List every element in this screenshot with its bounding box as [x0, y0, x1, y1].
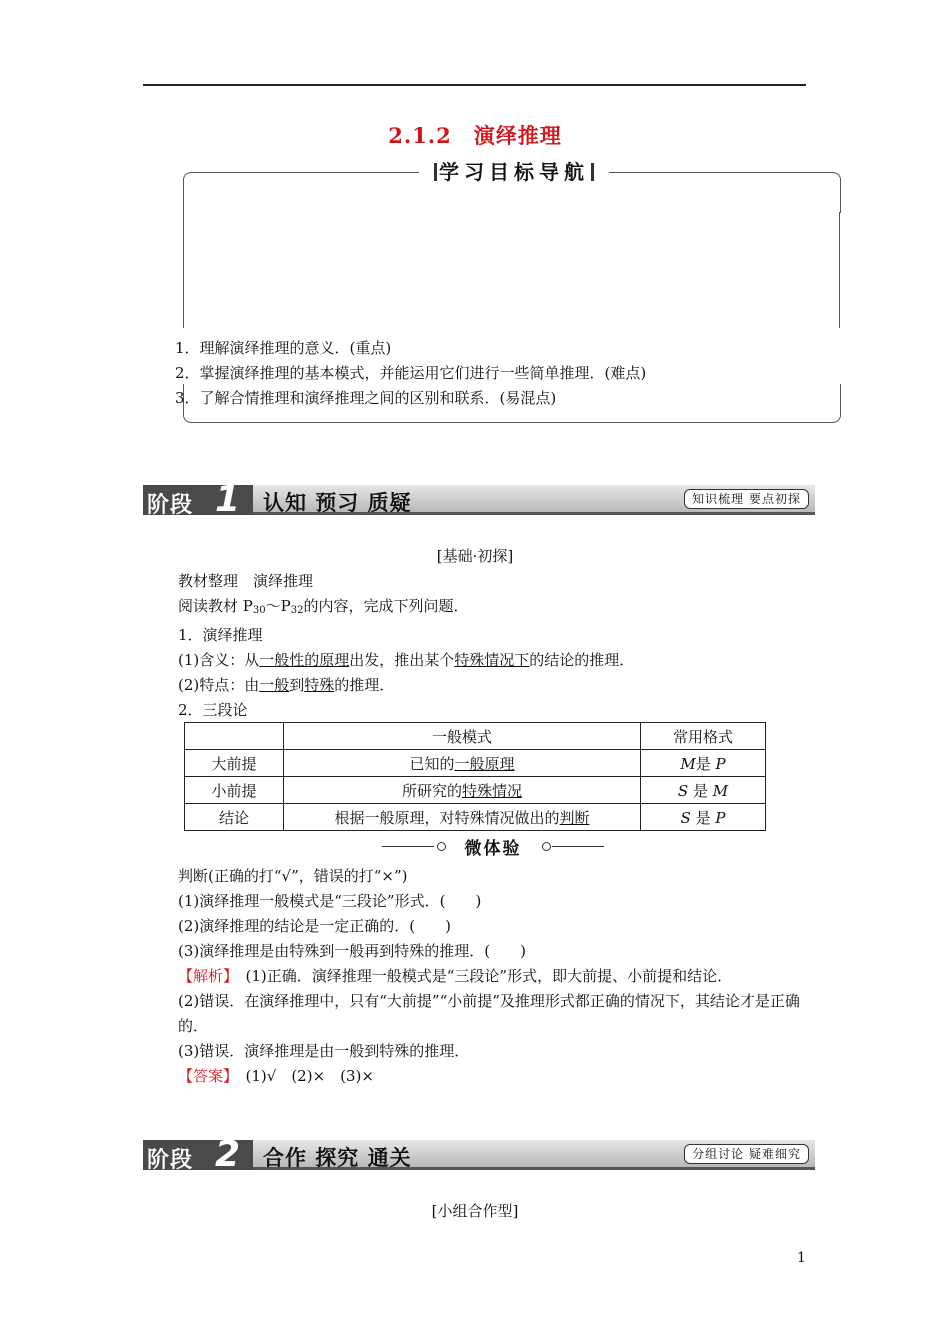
feature-line: (2)特点：由一般到特殊的推理．: [178, 676, 395, 694]
goal-item: 3．了解合情推理和演绎推理之间的区别和联系．(易混点): [175, 389, 557, 407]
table-row: 大前提 已知的一般原理 M是 P: [185, 750, 766, 777]
analysis-section: 【解析】 (1)正确．演绎推理一般模式是“三段论”形式，即大前提、小前提和结论． (2)错误．在演绎推理中，只有“大前提”“小前提”及推理形式都正确的情况下，其结论才是正确的． (3)错误．演绎推理是由一般到特殊的推理． 【答案】 (1)√ (2)× (3)×: [146, 964, 808, 1089]
answer-tag: 【答案】: [178, 1067, 231, 1085]
syllogism-table: [184, 722, 766, 831]
stage-2-banner: 阶段 2 合作 探究 通关 分组讨论 疑难细究: [143, 1140, 815, 1170]
stage-1-badge: 知识梳理 要点初探: [684, 489, 809, 509]
reading-instruction: 阅读教材 $P_{30}\sim P_{32}$的内容，完成下列问题．: [178, 597, 469, 616]
stage-2-badge: 分组讨论 疑难细究: [684, 1144, 809, 1164]
definition-line: (1)含义：从一般性的原理出发，推出某个特殊情况下的结论的推理．: [178, 651, 635, 669]
analysis-tag: 【解析】: [178, 967, 231, 985]
top-rule: [143, 84, 806, 86]
learning-goals-list: [175, 336, 646, 411]
group-label: [小组合作型]: [431, 1202, 519, 1220]
page-number: 1: [797, 1250, 806, 1266]
goal-item: 1．理解演绎推理的意义．(重点): [175, 339, 392, 357]
basics-content: 教材整理 演绎推理 阅读教材 $P_{30}\sim P_{32}$的内容，完成下列问题． 1．演绎推理 (1)含义：从一般性的原理出发，推出某个特殊情况下的结论的推理． (2)特点：由一般到特殊的推理． 2．三段论: [178, 572, 635, 719]
learning-goals-heading: 学习目标导航: [419, 158, 609, 186]
stage-2-title: 合作 探究 通关: [263, 1146, 412, 1170]
page-title: 2.1.2 演绎推理: [388, 123, 562, 148]
stage-1-banner: 阶段 1 认知 预习 质疑 知识梳理 要点初探: [143, 485, 815, 515]
question-item: (1)演绎推理一般模式是“三段论”形式．( ): [178, 892, 482, 910]
basics-label: [基础·初探]: [436, 547, 514, 565]
stage-1-title: 认知 预习 质疑: [263, 491, 412, 515]
table-row: 结论 根据一般原理，对特殊情况做出的判断 S 是 P: [185, 804, 766, 831]
question-item: (3)演绎推理是由特殊到一般再到特殊的推理．( ): [178, 942, 526, 960]
question-item: (2)演绎推理的结论是一定正确的．( ): [178, 917, 451, 935]
goal-item: 2．掌握演绎推理的基本模式，并能运用它们进行一些简单推理．(难点): [175, 364, 647, 382]
table-row: 小前提 所研究的特殊情况 S 是 M: [185, 777, 766, 804]
judgement-questions: 判断(正确的打“√”，错误的打“×”) (1)演绎推理一般模式是“三段论”形式．( ) (2)演绎推理的结论是一定正确的．( ) (3)演绎推理是由特殊到一般再到特殊的推理．( ): [178, 864, 526, 964]
micro-experience-divider: 微体验: [382, 836, 604, 856]
table-header-row: 一般模式 常用格式: [185, 723, 766, 750]
answer-line: 【答案】 (1)√ (2)× (3)×: [178, 1067, 374, 1085]
